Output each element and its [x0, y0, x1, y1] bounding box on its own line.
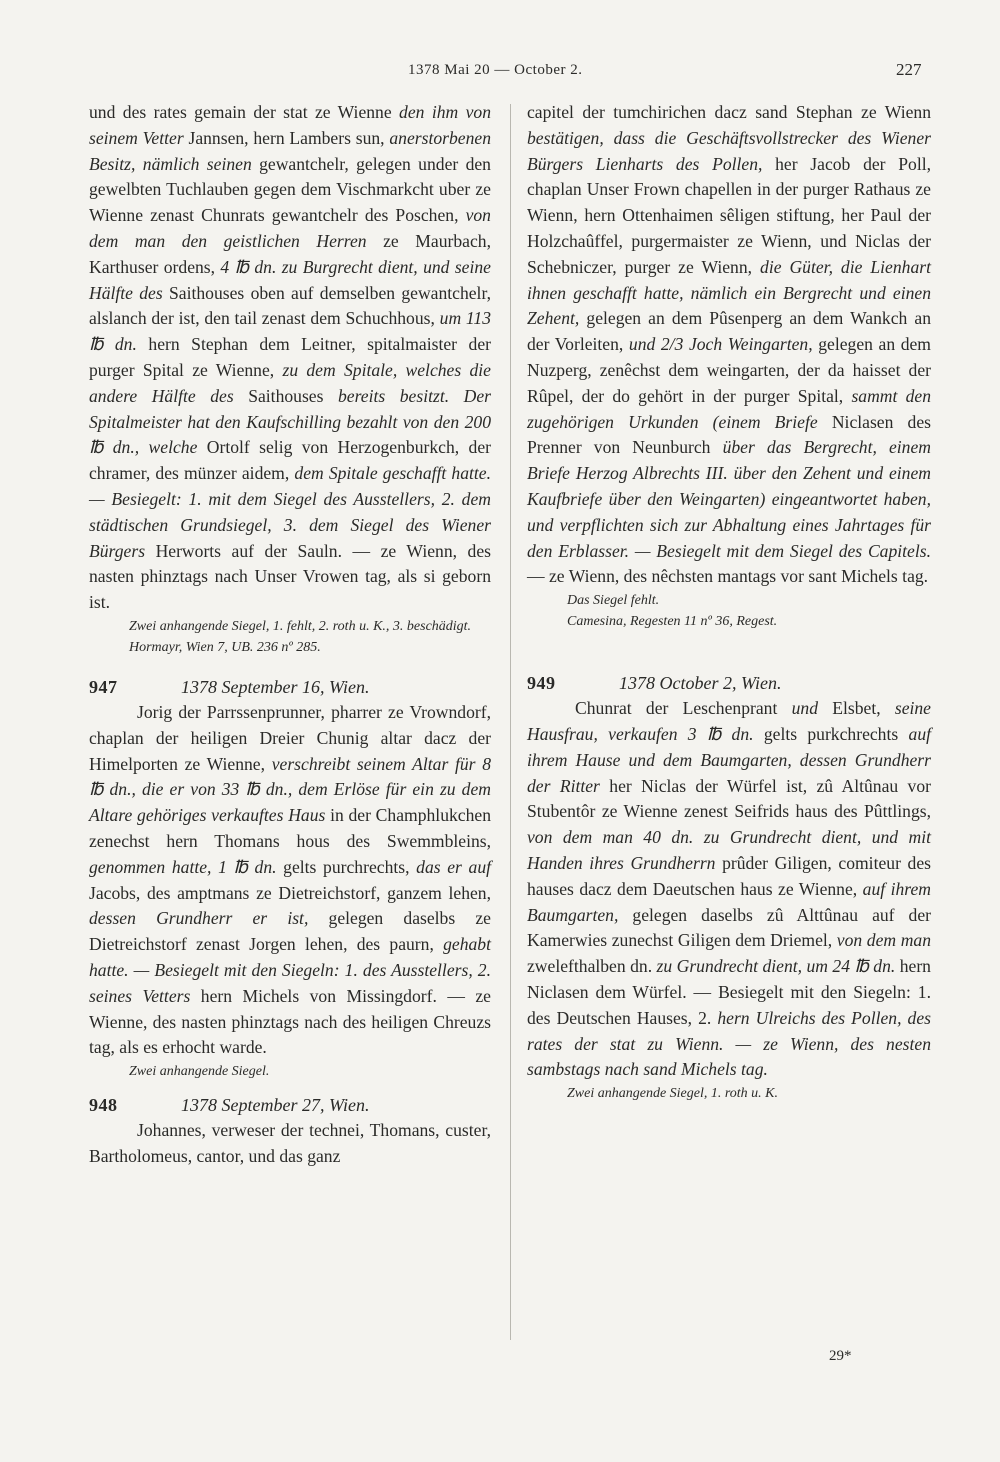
- source-note: Camesina, Regesten 11 nº 36, Regest.: [567, 614, 778, 630]
- entry-948-text: Johannes, verweser der technei, Thomans, custer, Bartholomeus, cantor, und das ganz: [89, 1120, 491, 1166]
- entry-949-heading: [527, 670, 931, 696]
- entry-948-continuation: capitel der tumchirichen dacz sand Stephan ze Wienn bestätigen, dass die Geschäftsvollstrecker des Wiener Bürgers Lienharts des Pollen, her Jacob der Poll, chaplan Unser Frown chapellen in der purger Rathaus ze Wienn, hern Ottenhaimen sêligen stiftung, her Paul der Holzchaûffel, purgermaister ze Wienn, und Niclas der Schebniczer, purger ze Wienn, die Güter, die Lienhart ihnen geschafft hatte, nämlich ein Bergrecht und einen Zehent, gelegen an dem Pûsenperg an dem Wankch an der Vorleiten, und 2/3 Joch Weingarten, gelegen an dem Nuzperg, zenêchst dem weingarten, der da haisset der Rûpel, der do gehört in der purger Spital, sammt den zugehörigen Urkunden (einem Briefe Niclasen des Prenner von Neunburch über das Bergrecht, einem Briefe Herzog Albrechts III. über den Zehent und einem Kaufbriefe über den Weingarten) eingeantwortet haben, und verpflichten sich zur Abhaltung eines Jahrtages für den Erblasser. — Besiegelt mit dem Siegel des Capitels. — ze Wienn, des nêchsten mantags vor sant Michels tag.: [527, 102, 932, 587]
- running-title: 1378 Mai 20 — October 2.: [408, 62, 583, 78]
- page-header: [0, 58, 1000, 88]
- entry-date: 1378 September 27, Wien.: [181, 1095, 370, 1116]
- entry-date: 1378 October 2, Wien.: [619, 673, 782, 694]
- column-divider: [510, 104, 511, 1340]
- seal-note: Zwei anhangende Siegel.: [129, 1064, 270, 1080]
- entry-949-text: Chunrat der Leschenprant und Elsbet, seine Hausfrau, verkaufen 3 ℔ dn. gelts purkchrechts auf ihrem Hause und dem Baumgarten, dessen Grundherr der Ritter her Niclas der Würfel ist, zû Altûnau vor Stubentôr ze Wienne zenest Seifrids haus des Pûttlings, von dem man 40 dn. zu Grundrecht dient, und mit Handen ihres Grundherrn prûder Giligen, comiteur des hauses dacz dem Daeutschen haus ze Wienne, auf ihrem Baumgarten, gelegen daselbs zû Alttûnau auf der Kamerwies zunechst Giligen dem Driemel, von dem man zwelefthalben dn. zu Grundrecht dient, um 24 ℔ dn. hern Niclasen dem Würfel. — Besiegelt mit den Siegeln: 1. des Deutschen Hauses, 2. hern Ulreichs des Pollen, des rates der stat zu Wienn. — ze Wienn, des nesten sambstags nach sand Michels tag.: [527, 698, 932, 1080]
- left-column: [89, 100, 491, 1170]
- entry-date: 1378 September 16, Wien.: [181, 676, 370, 697]
- entry-number: 948: [89, 1095, 118, 1116]
- seal-note: Zwei anhangende Siegel, 1. roth u. K.: [567, 1086, 779, 1102]
- page-number: 227: [896, 60, 922, 79]
- seal-note: Das Siegel fehlt.: [567, 593, 660, 609]
- entry-number: 949: [527, 673, 556, 694]
- entry-948-heading: [89, 1092, 491, 1118]
- source-note: Hormayr, Wien 7, UB. 236 nº 285.: [129, 639, 321, 655]
- seal-note: Zwei anhangende Siegel, 1. fehlt, 2. roth u. K., 3. beschädigt.: [129, 618, 472, 634]
- signature-mark: 29*: [829, 1348, 852, 1364]
- right-column: [527, 100, 931, 1104]
- entry-947-heading: [89, 674, 491, 700]
- entry-947-text: Jorig der Parrssenprunner, pharrer ze Vrowndorf, chaplan der heiligen Dreier Chunig altar dacz der Himelporten ze Wienne, verschreibt seinem Altar für 8 ℔ dn., die er von 33 ℔ dn., dem Erlöse für ein zu dem Altare gehöriges verkauftes Haus in der Champhlukchen zenechst hern Thomans hous des Swemmbleins, genommen hatte, 1 ℔ dn. gelts purchrechts, das er auf Jacobs, des amptmans ze Dietreichstorf, ganzem lehen, dessen Grundherr er ist, gelegen daselbs ze Dietreichstorf zenast Jorgen lehen, des paurn, gehabt hatte. — Besiegelt mit den Siegeln: 1. des Ausstellers, 2. seines Vetters hern Michels von Missingdorf. — ze Wienne, des nasten phinztags nach des heiligen Chreuzs tag, als es erhocht warde.: [89, 701, 492, 1058]
- entry-946-continuation: und des rates gemain der stat ze Wienne den ihm von seinem Vetter Jannsen, hern Lambers sun, anerstorbenen Besitz, nämlich seinen gewantchelr, gelegen under den gewelbten Tuchlauben gegen dem Vischmarkcht uber ze Wienne zenast Chunrats gewantchelr des Poschen, von dem man den geistlichen Herren ze Maurbach, Karthuser ordens, 4 ℔ dn. zu Burgrecht dient, und seine Hälfte des Saithouses oben auf demselben gewantchelr, alslanch der ist, den tail zenast dem Schuchhous, um 113 ℔ dn. hern Stephan dem Leitner, spitalmaister der purger Spital ze Wienne, zu dem Spitale, welches die andere Hälfte des Saithouses bereits besitzt. Der Spitalmeister hat den Kaufschilling bezahlt von den 200 ℔ dn., welche Ortolf selig von Herzogenburkch, der chramer, des münzer aidem, dem Spitale geschafft hatte. — Besiegelt: 1. mit dem Siegel des Ausstellers, 2. dem städtischen Grundsiegel, 3. dem Siegel des Wiener Bürgers Herworts auf der Sauln. — ze Wienn, des nasten phinztags nach Unser Vrowen tag, als si geborn ist.: [89, 102, 492, 613]
- entry-number: 947: [89, 676, 118, 697]
